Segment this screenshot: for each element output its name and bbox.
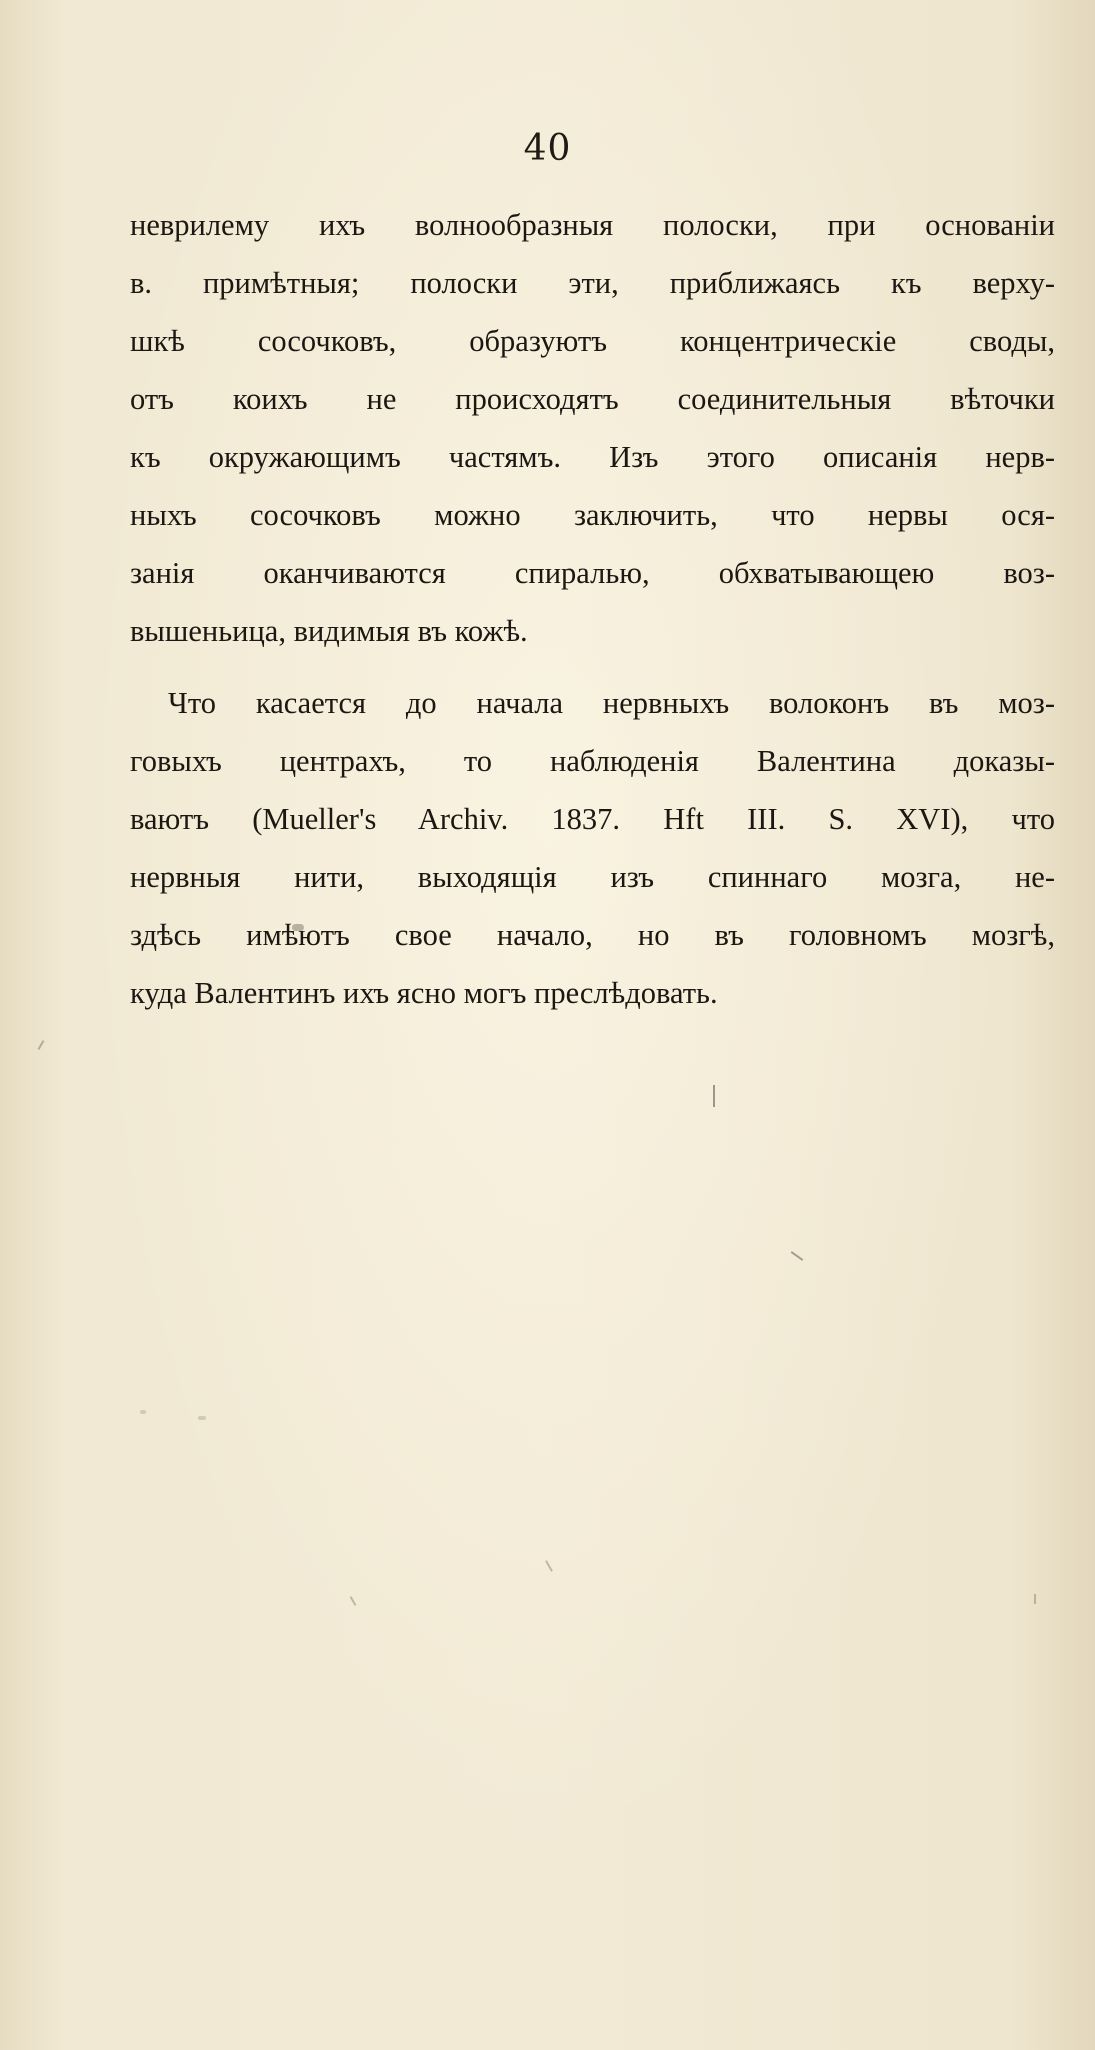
text-line: ныхъ сосочковъ можно заключить, что нервы ося- [130,498,1055,532]
paragraph-1 [130,196,1055,660]
text-line: шкѣ сосочковъ, образуютъ концентрическiе своды, [130,324,1055,358]
text-line: Что касается до начала нервныхъ волоконъ въ моз- [168,686,1055,720]
text-line: здѣсь имѣютъ свое начало, но въ головномъ мозгѣ, [130,918,1055,952]
text-line: нервныя нити, выходящiя изъ спиннаго мозга, не- [130,860,1055,894]
paper-speck [791,1251,804,1261]
text-line: отъ коихъ не происходятъ соединительныя вѣточки [130,382,1055,416]
text-line: къ окружающимъ частямъ. Изъ этого описанiя нерв- [130,440,1055,474]
paper-speck [38,1040,45,1050]
text-line: неврилему ихъ волнообразныя полоски, при основанiи [130,208,1055,242]
body-text [130,196,1055,1022]
paper-speck [545,1560,553,1571]
text-line: куда Валентинъ ихъ ясно могъ преслѣдовать. [130,976,718,1010]
text-line: говыхъ центрахъ, то наблюденiя Валентина доказы- [130,744,1055,778]
text-line: занiя оканчиваются спиралью, обхватывающею воз- [130,556,1055,590]
page-number: 40 [523,128,572,169]
paper-speck [292,924,304,931]
paper-speck [1034,1594,1036,1604]
text-line: вышеньица, видимыя въ кожѣ. [130,614,528,648]
paper-speck [713,1085,715,1107]
paper-speck [140,1410,146,1414]
text-line: ваютъ (Mueller's Archiv. 1837. Hft III. S. XVI), что [130,802,1055,836]
paper-speck [350,1596,357,1606]
text-line: в. примѣтныя; полоски эти, приближаясь къ верху- [130,266,1055,300]
paragraph-2 [130,674,1055,1022]
paper-speck [198,1416,206,1420]
paragraph-gap [130,660,1055,674]
